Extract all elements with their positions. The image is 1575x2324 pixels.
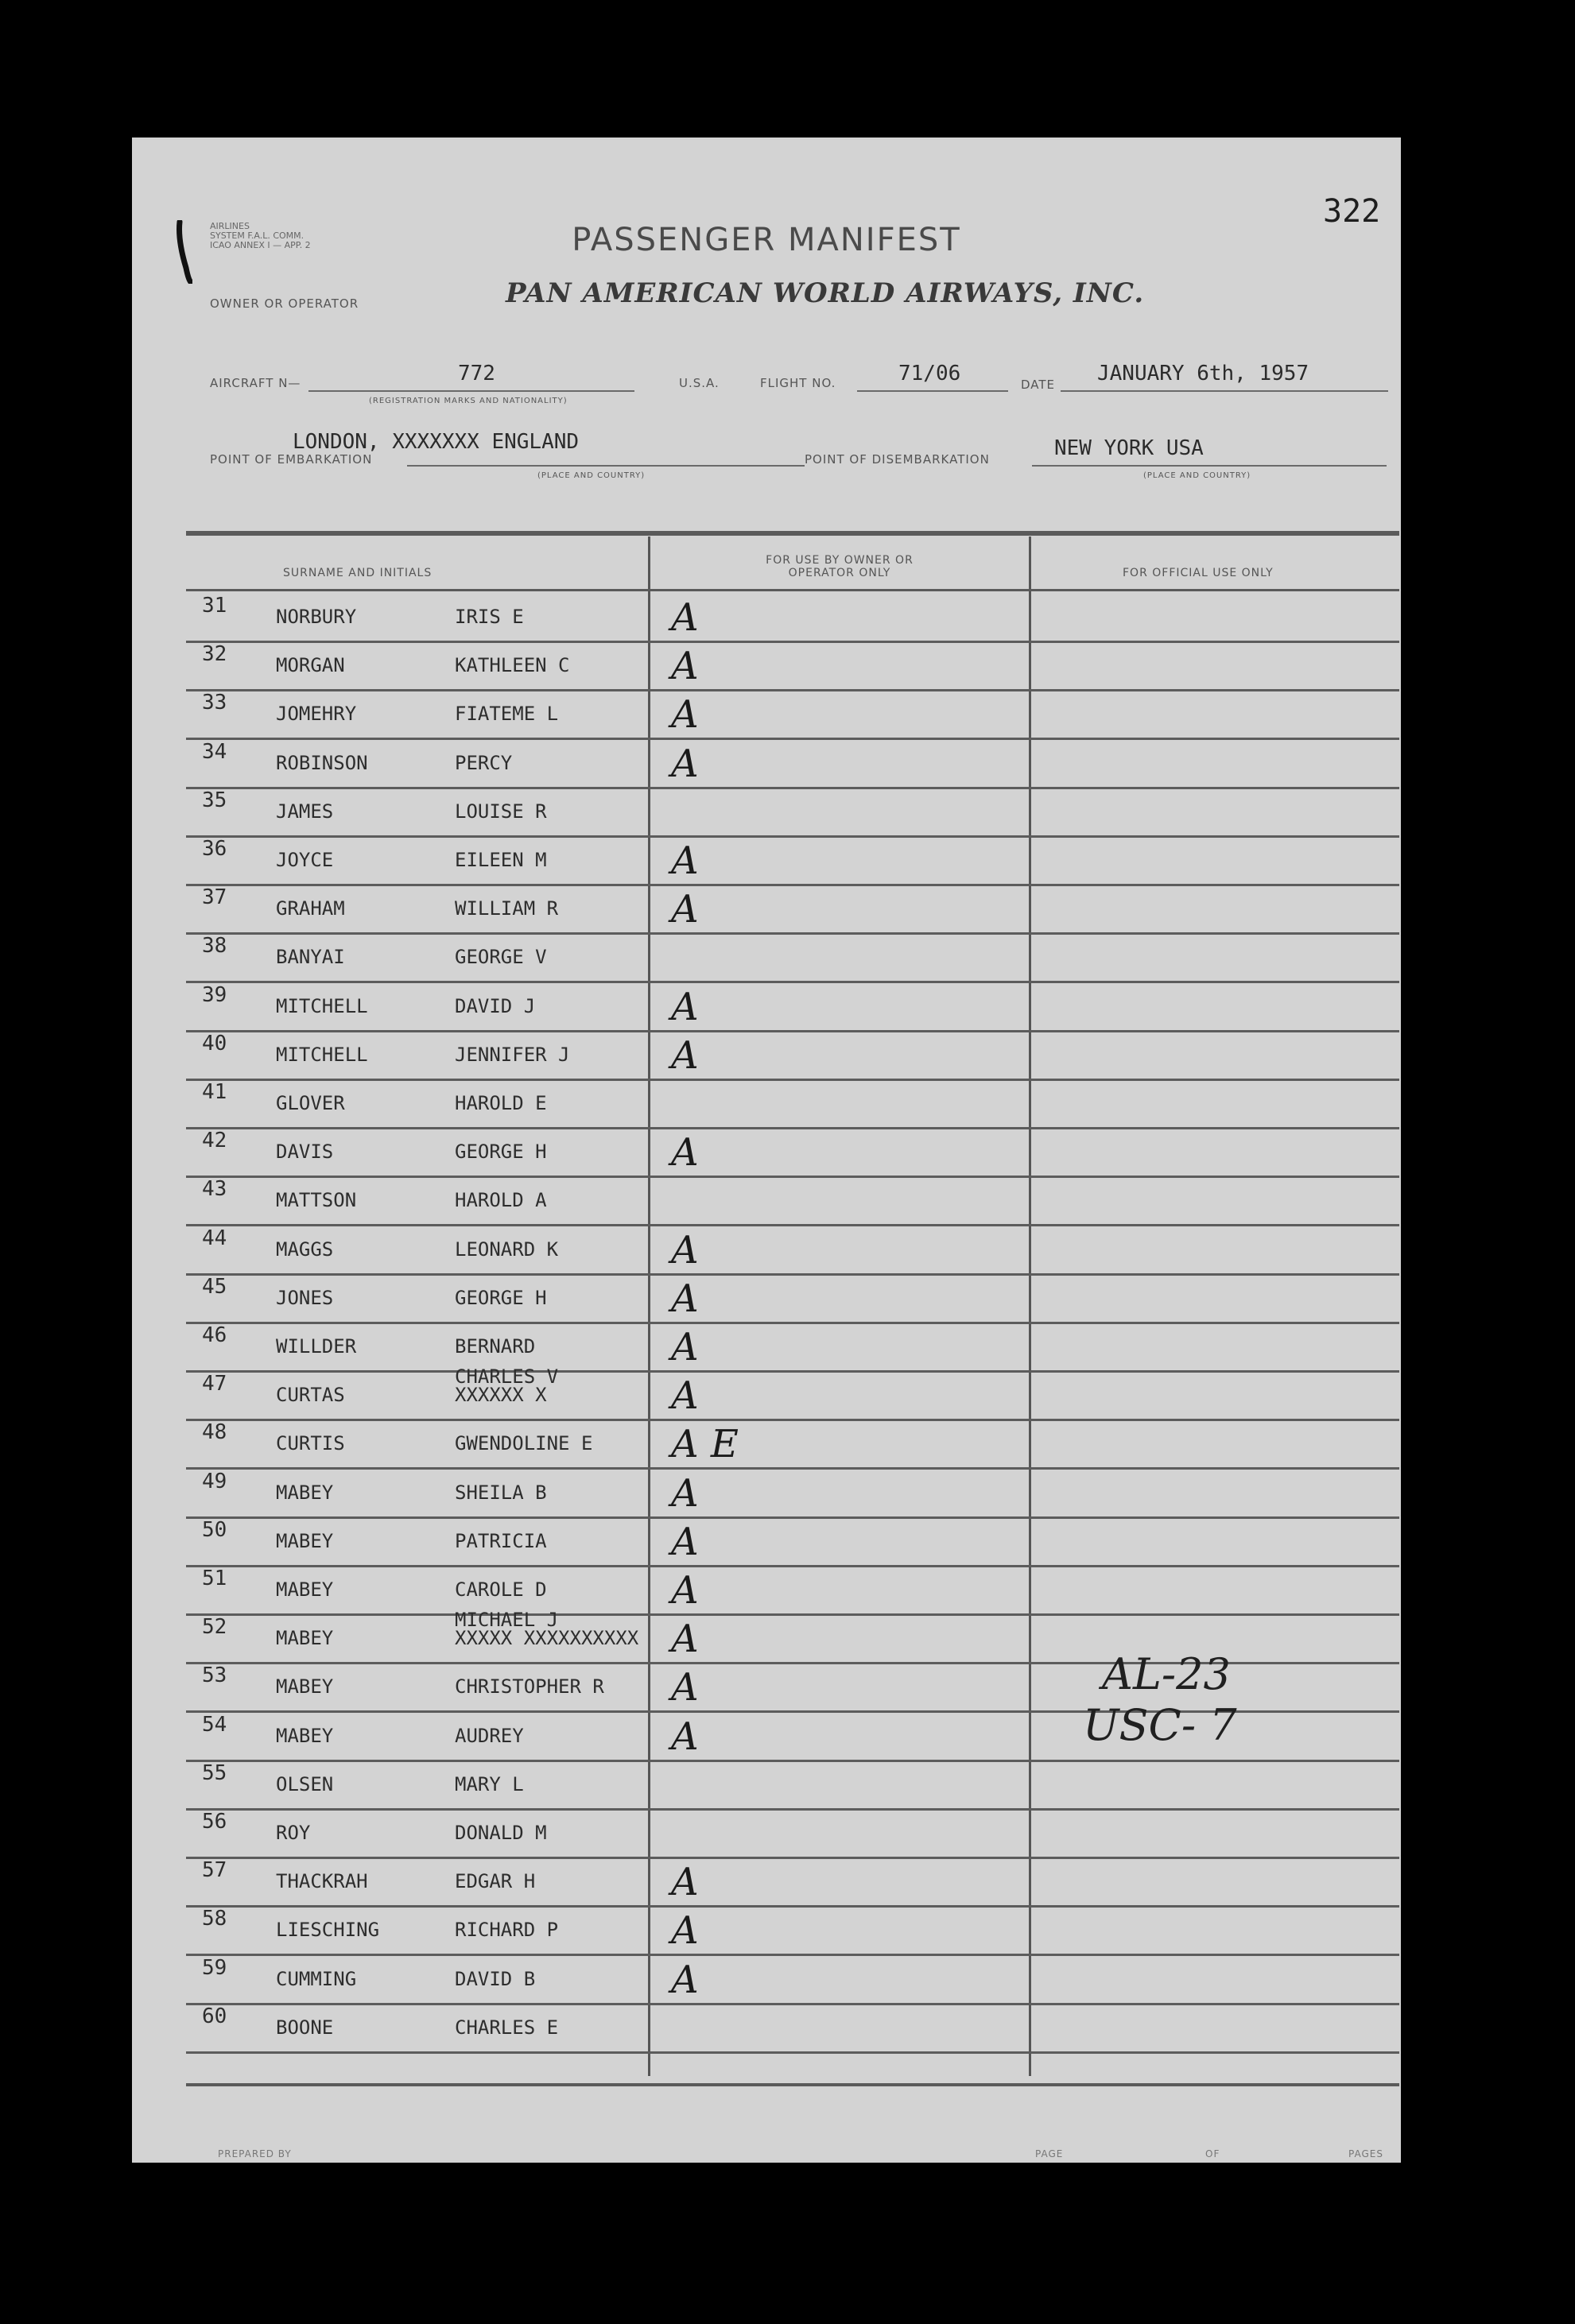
header-bottom-rule	[186, 589, 1399, 591]
disembarkation-label: POINT OF DISEMBARKATION	[805, 452, 990, 467]
table-row	[186, 1565, 1399, 1616]
aircraft-label: AIRCRAFT N—	[210, 376, 301, 390]
passenger-given-correction: MICHAEL J	[455, 1609, 559, 1632]
row-number: 33	[202, 691, 227, 715]
handwritten-mark: A	[671, 1957, 699, 2002]
table-row	[186, 2003, 1399, 2054]
row-number: 43	[202, 1177, 227, 1202]
table-row	[186, 1905, 1399, 1956]
passenger-given-names: GEORGE V	[455, 946, 547, 969]
handwritten-mark: A	[671, 1227, 699, 1272]
table-row	[186, 641, 1399, 691]
handwritten-mark: A	[671, 1617, 699, 1662]
embarkation-label: POINT OF EMBARKATION	[210, 452, 373, 467]
passenger-surname: MORGAN	[276, 654, 345, 677]
handwritten-mark: A	[671, 692, 699, 738]
passenger-surname: CURTAS	[276, 1384, 345, 1407]
passenger-surname: JOMEHRY	[276, 703, 357, 726]
passenger-given-names: CHRISTOPHER R	[455, 1675, 604, 1698]
passenger-surname: OLSEN	[276, 1772, 334, 1795]
passenger-surname: CUMMING	[276, 1967, 357, 1990]
row-number: 39	[202, 982, 227, 1007]
flight-underline	[857, 390, 1008, 392]
passenger-given-names: MARY L	[455, 1772, 524, 1795]
flight-label: FLIGHT NO.	[760, 376, 836, 390]
owner-column-header: FOR USE BY OWNER OR OPERATOR ONLY	[766, 554, 914, 579]
handwritten-mark: A	[671, 887, 699, 932]
table-row	[186, 884, 1399, 935]
passenger-surname: CURTIS	[276, 1432, 345, 1455]
handwritten-mark: A	[671, 1276, 699, 1321]
page-number: 322	[1323, 193, 1381, 230]
passenger-given-names: XXXXX XXXXXXXXXX	[455, 1627, 639, 1650]
table-bottom-rule	[186, 2083, 1399, 2086]
table-row	[186, 932, 1399, 983]
row-number: 55	[202, 1760, 227, 1785]
passenger-surname: MABEY	[276, 1675, 334, 1698]
table-row	[186, 1365, 1399, 1421]
row-number: 53	[202, 1664, 227, 1688]
row-number: 36	[202, 837, 227, 861]
handwritten-mark: A	[671, 1568, 699, 1613]
handwritten-mark: A	[671, 1130, 699, 1176]
table-row	[186, 1857, 1399, 1908]
passenger-given-names: XXXXXX X	[455, 1384, 547, 1407]
passenger-given-names: GEORGE H	[455, 1141, 547, 1164]
table-row	[186, 1127, 1399, 1178]
page-title: PASSENGER MANIFEST	[572, 222, 961, 258]
passenger-given-names: PATRICIA	[455, 1529, 547, 1552]
passenger-surname: MITCHELL	[276, 994, 368, 1017]
passenger-surname: GRAHAM	[276, 897, 345, 920]
passenger-given-names: EDGAR H	[455, 1870, 536, 1893]
official-column-header: FOR OFFICIAL USE ONLY	[1123, 567, 1274, 579]
aircraft-underline	[308, 390, 634, 392]
pages-label: PAGES	[1348, 2148, 1383, 2159]
passenger-given-names: KATHLEEN C	[455, 654, 570, 677]
row-number: 40	[202, 1031, 227, 1055]
passenger-surname: MABEY	[276, 1481, 334, 1504]
handwritten-mark: A	[671, 1470, 699, 1516]
handwritten-mark: A	[671, 1032, 699, 1078]
registration-label: (REGISTRATION MARKS AND NATIONALITY)	[369, 397, 568, 405]
row-number: 32	[202, 642, 227, 667]
passenger-given-names: DAVID J	[455, 994, 536, 1017]
passenger-given-names: AUDREY	[455, 1724, 524, 1747]
passenger-surname: ROY	[276, 1822, 311, 1844]
table-row	[186, 1225, 1399, 1276]
passenger-surname: MABEY	[276, 1724, 334, 1747]
passenger-surname: THACKRAH	[276, 1870, 368, 1893]
passenger-surname: BOONE	[276, 2016, 334, 2039]
prepared-by-label: PREPARED BY	[218, 2148, 292, 2159]
row-number: 58	[202, 1907, 227, 1931]
handwritten-mark: A	[671, 1373, 699, 1419]
page-label: PAGE	[1035, 2148, 1064, 2159]
table-row	[186, 1176, 1399, 1226]
table-row	[186, 592, 1399, 643]
handwritten-mark: A	[671, 984, 699, 1029]
row-number: 46	[202, 1323, 227, 1347]
row-number: 54	[202, 1712, 227, 1737]
passenger-given-names: CHARLES E	[455, 2016, 559, 2039]
official-note-2: USC- 7	[1083, 1700, 1237, 1750]
passenger-surname: LIESCHING	[276, 1919, 380, 1942]
passenger-given-names: WILLIAM R	[455, 897, 559, 920]
surname-column-header: SURNAME AND INITIALS	[283, 567, 433, 579]
table-row	[186, 1419, 1399, 1470]
passenger-given-names: JENNIFER J	[455, 1043, 570, 1066]
passenger-given-names: FIATEME L	[455, 703, 559, 726]
table-row	[186, 982, 1399, 1032]
row-number: 35	[202, 788, 227, 812]
table-row	[186, 738, 1399, 789]
handwritten-mark: A E	[671, 1422, 739, 1467]
passenger-surname: NORBURY	[276, 606, 357, 628]
passenger-given-names: HAROLD A	[455, 1189, 547, 1212]
passenger-surname: GLOVER	[276, 1092, 345, 1114]
passenger-surname: MABEY	[276, 1578, 334, 1601]
embarkation-value: LONDON, XXXXXXX ENGLAND	[293, 430, 580, 454]
passenger-surname: MATTSON	[276, 1189, 357, 1212]
date-label: DATE	[1021, 378, 1056, 392]
table-row	[186, 1468, 1399, 1519]
passenger-given-names: SHEILA B	[455, 1481, 547, 1504]
date-underline	[1061, 390, 1388, 392]
handwritten-mark: A	[671, 1325, 699, 1369]
table-top-rule	[186, 531, 1399, 536]
table-row	[186, 1079, 1399, 1129]
date-value: JANUARY 6th, 1957	[1097, 362, 1309, 385]
passenger-surname: WILLDER	[276, 1335, 357, 1358]
handwritten-mark: A	[671, 1519, 699, 1564]
passenger-surname: DAVIS	[276, 1141, 334, 1164]
passenger-surname: JONES	[276, 1286, 334, 1309]
table-row	[186, 1954, 1399, 2005]
row-number: 45	[202, 1274, 227, 1299]
row-number: 50	[202, 1517, 227, 1542]
flight-number: 71/06	[898, 362, 961, 385]
handwritten-mark: A	[671, 839, 699, 883]
handwritten-mark: A	[671, 644, 699, 689]
table-row	[186, 1808, 1399, 1859]
table-row	[186, 1030, 1399, 1081]
row-number: 34	[202, 739, 227, 764]
passenger-surname: MITCHELL	[276, 1043, 368, 1066]
disembarkation-value: NEW YORK USA	[1054, 436, 1204, 460]
table-row	[186, 1322, 1399, 1373]
row-number: 57	[202, 1858, 227, 1883]
passenger-given-names: GEORGE H	[455, 1286, 547, 1309]
row-number: 48	[202, 1420, 227, 1445]
passenger-given-names: PERCY	[455, 751, 513, 774]
handwritten-mark: A	[671, 595, 699, 640]
row-number: 38	[202, 934, 227, 959]
operator-name: PAN AMERICAN WORLD AIRWAYS, INC.	[506, 277, 1145, 309]
passenger-surname: MAGGS	[276, 1238, 334, 1261]
passenger-surname: MABEY	[276, 1529, 334, 1552]
passenger-given-names: HAROLD E	[455, 1092, 547, 1114]
passenger-surname: BANYAI	[276, 946, 345, 969]
row-number: 52	[202, 1615, 227, 1640]
table-row	[186, 689, 1399, 740]
handwritten-mark: A	[671, 741, 699, 786]
passenger-given-names: LOUISE R	[455, 800, 547, 823]
passenger-surname: JAMES	[276, 800, 334, 823]
row-number: 41	[202, 1080, 227, 1104]
passenger-given-names: CAROLE D	[455, 1578, 547, 1601]
row-number: 59	[202, 1955, 227, 1980]
passenger-surname: JOYCE	[276, 849, 334, 871]
passenger-given-correction: CHARLES V	[455, 1365, 559, 1389]
passenger-given-names: RICHARD P	[455, 1919, 559, 1942]
table-row	[186, 835, 1399, 886]
country-label: U.S.A.	[679, 376, 720, 390]
table-row	[186, 1760, 1399, 1811]
row-number: 49	[202, 1469, 227, 1493]
passenger-given-names: IRIS E	[455, 606, 524, 628]
handwritten-mark: A	[671, 1714, 699, 1759]
handwritten-mark: A	[671, 1860, 699, 1905]
disembarkation-sublabel: (PLACE AND COUNTRY)	[1143, 471, 1251, 480]
row-number: 56	[202, 1810, 227, 1834]
passenger-surname: ROBINSON	[276, 751, 368, 774]
passenger-given-names: GWENDOLINE E	[455, 1432, 593, 1455]
row-number: 60	[202, 2004, 227, 2028]
passenger-given-names: DAVID B	[455, 1967, 536, 1990]
passenger-given-names: LEONARD K	[455, 1238, 559, 1261]
row-number: 47	[202, 1372, 227, 1396]
aircraft-number: 772	[458, 362, 495, 385]
row-number: 31	[202, 594, 227, 618]
of-label: OF	[1205, 2148, 1220, 2159]
embarkation-underline	[407, 465, 805, 467]
row-number: 37	[202, 885, 227, 910]
form-reference: AIRLINES SYSTEM F.A.L. COMM. ICAO ANNEX I — APP. 2	[210, 221, 311, 250]
table-row	[186, 787, 1399, 838]
row-number: 42	[202, 1129, 227, 1153]
table-row	[186, 1273, 1399, 1324]
row-number: 44	[202, 1226, 227, 1250]
manifest-sheet	[132, 138, 1401, 2163]
official-note-1: AL-23	[1102, 1649, 1231, 1699]
embarkation-sublabel: (PLACE AND COUNTRY)	[537, 471, 646, 480]
passenger-surname: MABEY	[276, 1627, 334, 1650]
passenger-given-names: EILEEN M	[455, 849, 547, 871]
owner-label: OWNER OR OPERATOR	[210, 296, 359, 311]
passenger-given-names: BERNARD	[455, 1335, 536, 1358]
handwritten-mark: A	[671, 1908, 699, 1954]
row-number: 51	[202, 1567, 227, 1590]
table-row	[186, 1516, 1399, 1567]
passenger-given-names: DONALD M	[455, 1822, 547, 1844]
disembarkation-underline	[1032, 465, 1387, 467]
handwritten-mark: A	[671, 1665, 699, 1710]
